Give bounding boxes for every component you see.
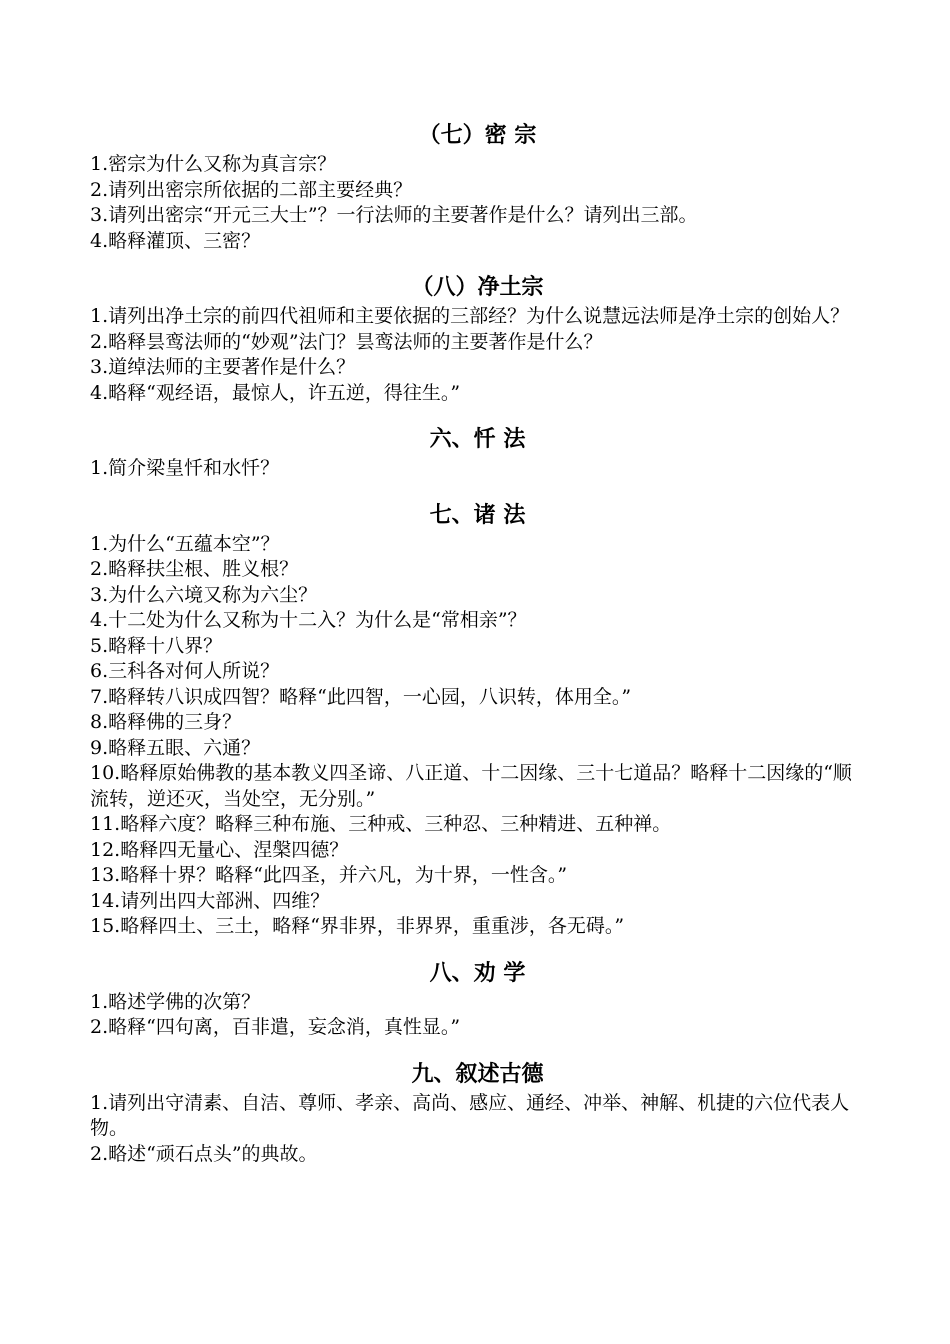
question-item: 1.简介梁皇忏和水忏？ xyxy=(90,457,280,479)
section-zhufa xyxy=(90,498,865,940)
section-jingtuzong xyxy=(90,270,865,406)
question-item: 13.略释十界？略释“此四圣，并六凡，为十界，一性含。” xyxy=(90,864,568,886)
question-item: 10.略释原始佛教的基本教义四圣谛、八正道、十二因缘、三十七道品？略释十二因缘的“顺流转，逆还灭，当处空，无分别。” xyxy=(90,762,852,810)
question-item: 1.为什么“五蕴本空”？ xyxy=(90,532,280,555)
question-item: 7.略释转八识成四智？略释“此四智，一心园，八识转，体用全。” xyxy=(90,685,632,708)
question-item: 2.略释“四句离，百非遣，妄念消，真性显。” xyxy=(90,1016,461,1038)
question-item: 3.为什么六境又称为六尘？ xyxy=(90,583,318,606)
question-item: 2.请列出密宗所依据的二部主要经典？ xyxy=(90,178,413,201)
section-title: （七）密 宗 xyxy=(418,122,537,148)
section-title: 六、忏 法 xyxy=(429,426,526,452)
question-item: 9.略释五眼、六通？ xyxy=(90,736,261,759)
section-mizong xyxy=(90,118,865,254)
section-title: 八、劝 学 xyxy=(429,959,526,986)
question-item: 8.略释佛的三身？ xyxy=(90,711,242,733)
question-item: 2.略释昙鸾法师的“妙观”法门？昙鸾法师的主要著作是什么？ xyxy=(90,330,603,353)
question-item: 12.略释四无量心、涅槃四德？ xyxy=(90,838,349,861)
question-item: 1.密宗为什么又称为真言宗？ xyxy=(90,153,337,175)
question-item: 2.略述“顽石点头”的典故。 xyxy=(90,1142,318,1165)
section-title: 九、叙述古德 xyxy=(411,1060,544,1087)
document-page xyxy=(90,118,865,1167)
question-item: 14.请列出四大部洲、四维？ xyxy=(90,889,330,912)
question-item: 15.略释四土、三土，略释“界非界，非界界，重重涉，各无碍。” xyxy=(90,915,625,937)
question-item: 1.略述学佛的次第？ xyxy=(90,990,261,1013)
section-title: （八）净土宗 xyxy=(411,274,544,300)
section-title: 七、诸 法 xyxy=(429,501,526,528)
question-item: 4.略释灌顶、三密？ xyxy=(90,229,261,252)
question-item: 3.道绰法师的主要著作是什么？ xyxy=(90,356,356,378)
question-item: 1.请列出净土宗的前四代祖师和主要依据的三部经？为什么说慧远法师是净土宗的创始人？ xyxy=(90,305,850,327)
question-item: 11.略释六度？略释三种布施、三种戒、三种忍、三种精进、五种禅。 xyxy=(90,813,672,835)
question-item: 5.略释十八界？ xyxy=(90,634,223,657)
section-gude xyxy=(90,1057,865,1168)
question-item: 4.略释“观经语，最惊人，许五逆，得往生。” xyxy=(90,381,461,404)
section-chanfa xyxy=(90,422,865,482)
question-item: 6.三科各对何人所说？ xyxy=(90,660,280,682)
question-item: 1.请列出守清素、自洁、尊师、孝亲、高尚、感应、通经、冲举、神解、机捷的六位代表人物。 xyxy=(90,1091,850,1139)
question-item: 2.略释扶尘根、胜义根？ xyxy=(90,558,299,580)
section-quanxue xyxy=(90,956,865,1041)
question-item: 4.十二处为什么又称为十二入？为什么是“常相亲”？ xyxy=(90,609,527,631)
question-item: 3.请列出密宗“开元三大士”？一行法师的主要著作是什么？请列出三部。 xyxy=(90,204,698,226)
